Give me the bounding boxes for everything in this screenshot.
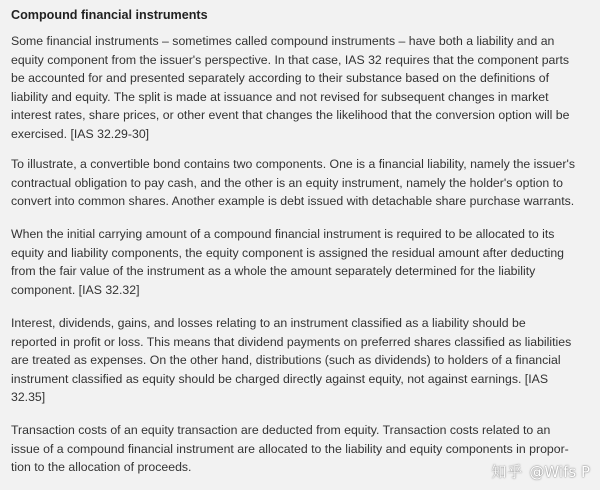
paragraph-line: equity and liability components, the equity component is assigned the residual amount after deducting xyxy=(11,245,565,260)
paragraph-transaction-costs xyxy=(11,421,569,477)
paragraph-line: issue of a compound financial instrument are allocated to the liability and equity components in propor- xyxy=(11,441,569,456)
paragraph-initial-carrying-amount xyxy=(11,225,564,299)
paragraph-line: Transaction costs of an equity transaction are deducted from equity. Transaction costs related to an xyxy=(11,423,551,437)
paragraph-line: equity component from the issuer's perspective. In that case, IAS 32 requires that the component parts xyxy=(11,52,570,67)
paragraph-line: When the initial carrying amount of a compound financial instrument is required to be allocated to its xyxy=(11,227,555,241)
author-handle: @Wifs P xyxy=(529,462,590,481)
paragraph-line: To illustrate, a convertible bond contains two components. One is a financial liability, namely the issuer's xyxy=(11,157,575,171)
paragraph-line: component. [IAS 32.32] xyxy=(11,282,140,297)
paragraph-line: Some financial instruments – sometimes called compound instruments – have both a liability and an xyxy=(11,34,555,48)
zhihu-watermark xyxy=(491,461,590,482)
paragraph-interest-dividends xyxy=(11,314,571,407)
paragraph-line: are treated as expenses. On the other hand, distributions (such as dividends) to holders of a financial xyxy=(11,353,561,368)
paragraph-convertible-bond xyxy=(11,155,575,211)
paragraph-line: from the fair value of the instrument as a whole the amount separately determined for the liability xyxy=(11,264,536,279)
paragraph-line: exercised. [IAS 32.29-30] xyxy=(11,126,150,141)
paragraph-line: 32.35] xyxy=(11,390,46,405)
paragraph-line: liability and equity. The split is made at issuance and not revised for subsequent changes in market xyxy=(11,89,549,104)
paragraph-line: convert into common shares. Another example is debt issued with detachable share purchase warrants. xyxy=(11,194,575,209)
paragraph-compound-definition xyxy=(11,32,569,144)
paragraph-line: interest rates, share prices, or other event that changes the likelihood that the conversion option will be xyxy=(11,108,570,123)
paragraph-line: Interest, dividends, gains, and losses relating to an instrument classified as a liability should be xyxy=(11,316,526,330)
section-heading: Compound financial instruments xyxy=(11,8,208,22)
paragraph-line: reported in profit or loss. This means that dividend payments on preferred shares classified as liabilities xyxy=(11,334,572,349)
paragraph-line: contractual obligation to pay cash, and the other is an equity instrument, namely the holder's option to xyxy=(11,175,563,190)
paragraph-line: instrument classified as equity should be charged directly against equity, not against earnings. [IAS xyxy=(11,371,549,386)
zhihu-logo: 知乎 xyxy=(491,463,524,481)
paragraph-line: be accounted for and presented separately according to their substance based on the definitions of xyxy=(11,71,550,86)
paragraph-line: tion to the allocation of proceeds. xyxy=(11,460,192,475)
